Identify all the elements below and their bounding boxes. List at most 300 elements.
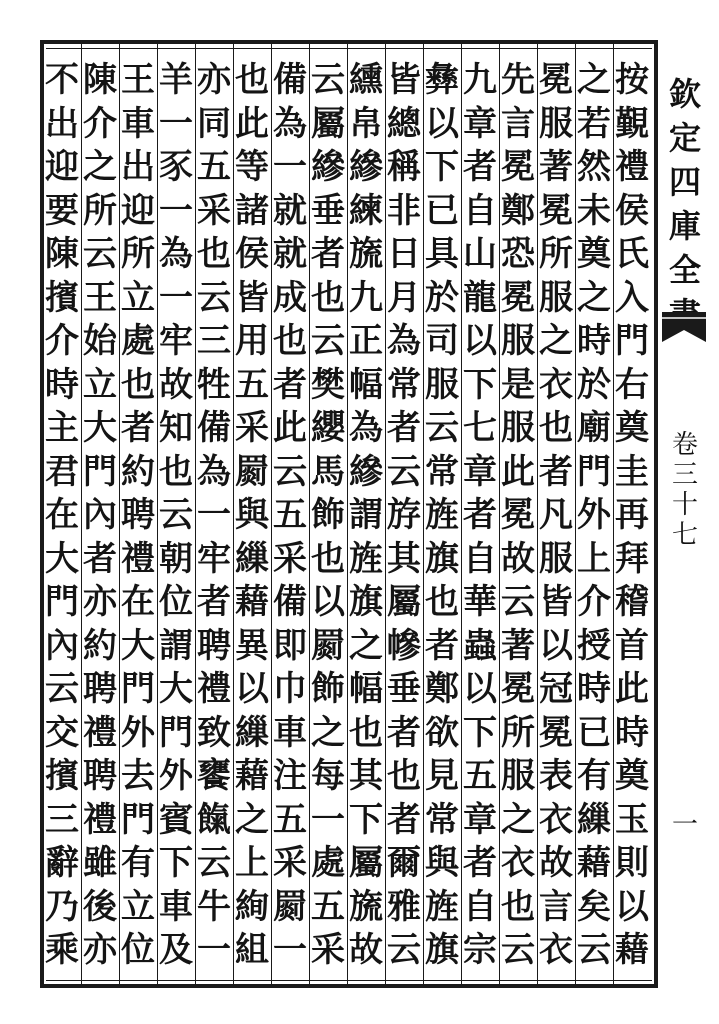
character: 下 [349,799,383,840]
library-title-character: 全 [668,251,701,289]
character: 牢 [159,321,193,361]
character: 其 [387,538,421,579]
character: 賓 [159,799,193,840]
character: 車 [121,103,155,144]
character: 其 [349,756,383,796]
character: 自 [463,538,497,579]
character: 就 [273,234,307,274]
character: 冕 [501,669,535,709]
character: 組 [235,930,269,970]
character: 繅 [577,799,611,840]
character: 故 [159,364,193,405]
character: 拜 [615,538,649,579]
character: 爾 [387,843,421,883]
frame-inner-top-rule [46,48,652,49]
character: 藉 [235,582,269,622]
character: 之 [235,799,269,840]
character: 門 [159,712,193,753]
character: 自 [463,886,497,927]
text-column [34,60,90,970]
character: 先 [501,60,535,100]
character: 繅 [235,712,269,753]
character: 擯 [45,756,79,796]
character: 服 [425,364,459,405]
character: 章 [463,103,497,144]
character: 服 [501,408,535,448]
character: 藉 [235,756,269,796]
character: 入 [615,277,649,318]
character: 縿 [349,451,383,492]
character: 然 [577,147,611,187]
character: 車 [273,712,307,753]
character: 時 [615,712,649,753]
character: 服 [539,103,573,144]
character: 異 [235,625,269,666]
character: 與 [235,495,269,535]
character: 欲 [425,712,459,753]
character: 所 [501,712,535,753]
character: 位 [159,582,193,622]
character: 之 [577,60,611,100]
character: 注 [273,756,307,796]
character: 外 [577,495,611,535]
character: 按 [615,60,649,100]
character: 為 [349,408,383,448]
character: 表 [539,756,573,796]
character: 之 [349,625,383,666]
character: 冕 [501,277,535,318]
character: 云 [159,495,193,535]
character: 云 [501,930,535,970]
page-number [670,810,700,840]
character: 謂 [159,625,193,666]
character: 外 [121,712,155,753]
character: 著 [501,625,535,666]
character: 為 [159,234,193,274]
character: 服 [501,756,535,796]
character: 馬 [311,451,345,492]
character: 云 [501,582,535,622]
character: 聘 [83,756,117,796]
character: 下 [463,364,497,405]
character: 一 [159,103,193,144]
character: 禮 [197,669,231,709]
character: 宗 [463,930,497,970]
character: 出 [45,103,79,144]
page-number-text: 一 [671,810,698,840]
library-title [665,72,705,336]
character: 有 [577,756,611,796]
character: 縿 [311,147,345,187]
character: 垂 [311,190,345,231]
character: 外 [159,756,193,796]
character: 采 [273,843,307,883]
character: 幓 [387,625,421,666]
character: 奠 [615,756,649,796]
character: 采 [235,408,269,448]
character: 亦 [83,582,117,622]
character: 就 [273,190,307,231]
character: 練 [349,190,383,231]
character: 門 [121,669,155,709]
character: 後 [83,886,117,927]
character: 在 [121,582,155,622]
character: 矣 [577,886,611,927]
character: 服 [539,277,573,318]
character: 皆 [235,277,269,318]
character: 玉 [615,799,649,840]
character: 諸 [235,190,269,231]
character: 月 [387,277,421,318]
character: 於 [425,277,459,318]
character: 藉 [577,843,611,883]
character: 為 [387,321,421,361]
library-title-character: 四 [668,163,701,201]
character: 立 [121,886,155,927]
character: 羊 [159,60,193,100]
character: 之 [577,277,611,318]
volume-number [668,430,702,550]
character: 侯 [235,234,269,274]
character: 主 [45,408,79,448]
character: 此 [501,451,535,492]
character: 已 [577,712,611,753]
character: 五 [463,756,497,796]
character: 屬 [349,843,383,883]
character: 司 [425,321,459,361]
character: 此 [273,408,307,448]
character: 君 [45,451,79,492]
character: 者 [463,843,497,883]
character: 成 [273,277,307,318]
character: 云 [197,277,231,318]
character: 五 [273,799,307,840]
character: 為 [273,103,307,144]
character: 鄭 [425,669,459,709]
character: 自 [463,190,497,231]
character: 冕 [539,60,573,100]
character: 章 [463,451,497,492]
character: 云 [273,451,307,492]
character: 采 [273,538,307,579]
character: 上 [577,538,611,579]
character: 門 [615,321,649,361]
character: 所 [83,190,117,231]
character: 衣 [501,843,535,883]
character: 樊 [311,364,345,405]
character: 亦 [83,930,117,970]
character: 故 [501,538,535,579]
character: 授 [577,625,611,666]
character: 之 [501,799,535,840]
character: 聘 [197,625,231,666]
character: 以 [539,625,573,666]
character: 者 [387,712,421,753]
character: 王 [83,277,117,318]
character: 大 [45,538,79,579]
character: 約 [83,625,117,666]
character: 服 [501,321,535,361]
character: 即 [273,625,307,666]
character: 冕 [501,147,535,187]
character: 言 [501,103,535,144]
character: 一 [273,930,307,970]
library-title-character: 定 [668,119,701,157]
character: 者 [463,147,497,187]
character: 處 [121,321,155,361]
character: 屬 [387,582,421,622]
character: 內 [83,495,117,535]
character: 與 [425,843,459,883]
character: 服 [539,538,573,579]
character: 以 [425,103,459,144]
character: 及 [159,930,193,970]
character: 者 [83,538,117,579]
character: 約 [121,451,155,492]
character: 已 [425,190,459,231]
character: 也 [273,321,307,361]
character: 皆 [539,582,573,622]
character: 罽 [311,625,345,666]
character: 云 [83,234,117,274]
character: 侯 [615,190,649,231]
character: 采 [197,190,231,231]
character: 衣 [539,799,573,840]
character: 謂 [349,495,383,535]
character: 云 [45,669,79,709]
character: 旌 [425,495,459,535]
character: 旗 [425,930,459,970]
library-title-character: 庫 [668,207,701,245]
character: 衣 [539,364,573,405]
character: 廟 [577,408,611,448]
character: 龍 [463,277,497,318]
volume-character: 七 [671,520,698,550]
character: 具 [425,234,459,274]
character: 亦 [197,60,231,100]
character: 聘 [121,495,155,535]
character: 知 [159,408,193,448]
character: 王 [121,60,155,100]
character: 常 [425,799,459,840]
character: 門 [121,799,155,840]
character: 致 [197,712,231,753]
character: 一 [311,799,345,840]
character: 有 [121,843,155,883]
character: 下 [159,843,193,883]
character: 雅 [387,886,421,927]
character: 覲 [615,103,649,144]
character: 首 [615,625,649,666]
character: 冕 [501,495,535,535]
character: 云 [197,843,231,883]
character: 以 [463,669,497,709]
character: 云 [311,60,345,100]
character: 也 [121,364,155,405]
character: 罽 [235,451,269,492]
character: 一 [197,930,231,970]
library-title-character: 欽 [668,75,701,113]
character: 一 [159,277,193,318]
character: 禮 [83,799,117,840]
character: 氏 [615,234,649,274]
character: 旒 [349,886,383,927]
character: 恐 [501,234,535,274]
character: 為 [197,451,231,492]
character: 飾 [311,669,345,709]
character: 者 [197,582,231,622]
character: 也 [235,60,269,100]
character: 日 [387,234,421,274]
character: 要 [45,190,79,231]
character: 介 [83,103,117,144]
character: 以 [463,321,497,361]
character: 下 [425,147,459,187]
character: 辭 [45,843,79,883]
character: 采 [311,930,345,970]
character: 鄭 [501,190,535,231]
character: 迎 [45,147,79,187]
character: 也 [501,886,535,927]
character: 云 [387,930,421,970]
character: 稽 [615,582,649,622]
character: 備 [273,582,307,622]
character: 右 [615,364,649,405]
character: 時 [45,364,79,405]
character: 所 [539,234,573,274]
character: 牢 [197,538,231,579]
character: 一 [273,147,307,187]
character: 大 [159,669,193,709]
character: 牛 [197,886,231,927]
character: 總 [387,103,421,144]
character: 一 [197,495,231,535]
character: 非 [387,190,421,231]
character: 幅 [349,364,383,405]
character: 此 [235,103,269,144]
character: 者 [387,799,421,840]
character: 云 [425,408,459,448]
character: 也 [425,582,459,622]
character: 所 [121,234,155,274]
character: 罽 [273,886,307,927]
character: 旒 [349,234,383,274]
character: 纁 [349,60,383,100]
character: 不 [45,60,79,100]
character: 者 [463,495,497,535]
character: 以 [311,582,345,622]
character: 饔 [197,756,231,796]
character: 旌 [349,538,383,579]
character: 見 [425,756,459,796]
character: 凡 [539,495,573,535]
character: 備 [197,408,231,448]
character: 章 [463,799,497,840]
character: 大 [121,625,155,666]
character: 此 [615,669,649,709]
character: 時 [577,669,611,709]
character: 是 [501,364,535,405]
character: 皆 [387,60,421,100]
character: 者 [425,625,459,666]
character: 旗 [349,582,383,622]
character: 內 [45,625,79,666]
character: 冕 [539,712,573,753]
character: 之 [311,712,345,753]
character: 幅 [349,669,383,709]
character: 奠 [577,234,611,274]
character: 以 [615,886,649,927]
character: 上 [235,843,269,883]
character: 者 [273,364,307,405]
character: 三 [45,799,79,840]
character: 則 [615,843,649,883]
fish-tail-mark-icon [660,310,708,344]
character: 稱 [387,147,421,187]
character: 於 [577,364,611,405]
character: 同 [197,103,231,144]
character: 聘 [83,669,117,709]
character: 纓 [311,408,345,448]
character: 陳 [83,60,117,100]
character: 出 [121,147,155,187]
character: 絢 [235,886,269,927]
character: 冕 [539,190,573,231]
character: 交 [45,712,79,753]
character: 位 [121,930,155,970]
character: 云 [387,451,421,492]
character: 九 [349,277,383,318]
character: 常 [387,364,421,405]
character: 者 [539,451,573,492]
character: 豕 [159,147,193,187]
character: 處 [311,843,345,883]
character: 旗 [425,538,459,579]
character: 立 [121,277,155,318]
character: 衣 [539,930,573,970]
character: 也 [387,756,421,796]
character: 巾 [273,669,307,709]
character: 擯 [45,277,79,318]
character: 每 [311,756,345,796]
character: 再 [615,495,649,535]
character: 車 [159,886,193,927]
character: 三 [197,321,231,361]
character: 以 [235,669,269,709]
character: 門 [45,582,79,622]
character: 之 [539,321,573,361]
character: 也 [539,408,573,448]
character: 立 [83,364,117,405]
character: 也 [197,234,231,274]
volume-character: 卷 [671,430,698,460]
character: 牲 [197,364,231,405]
character: 乘 [45,930,79,970]
character: 陳 [45,234,79,274]
character: 門 [83,451,117,492]
character: 介 [45,321,79,361]
character: 飾 [311,495,345,535]
character: 在 [45,495,79,535]
character: 禮 [121,538,155,579]
character: 時 [577,321,611,361]
character: 等 [235,147,269,187]
character: 彝 [425,60,459,100]
character: 故 [539,843,573,883]
character: 五 [235,364,269,405]
character: 門 [577,451,611,492]
character: 常 [425,451,459,492]
